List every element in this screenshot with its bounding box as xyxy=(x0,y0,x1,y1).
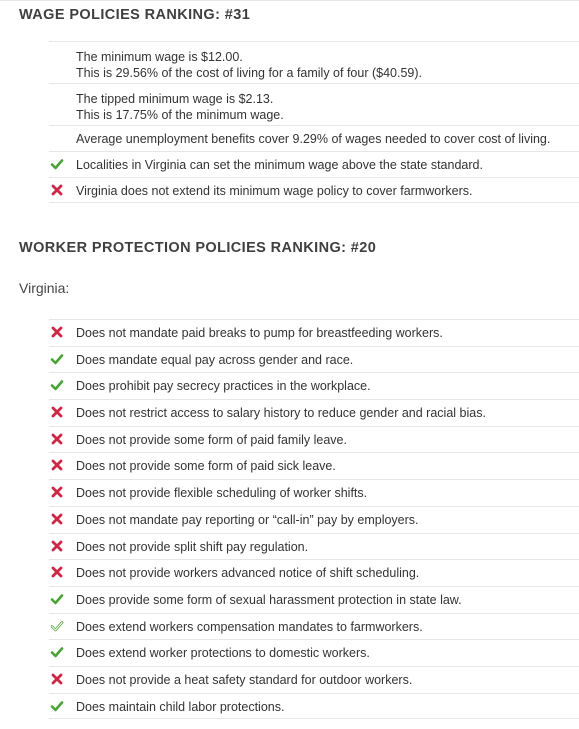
wage-policies-heading: WAGE POLICIES RANKING: #31 xyxy=(19,7,251,23)
item-text: Does not provide flexible scheduling of worker shifts. xyxy=(76,486,368,501)
check-icon xyxy=(50,592,64,606)
item-text: Localities in Virginia can set the minimum wage above the state standard. xyxy=(76,158,483,172)
list-item xyxy=(49,506,579,533)
item-text: This is 29.56% of the cost of living for a family of four ($40.59). xyxy=(76,66,422,80)
item-text: Does prohibit pay secrecy practices in the workplace. xyxy=(76,379,371,394)
list-item xyxy=(49,666,579,693)
list-item xyxy=(49,479,579,506)
list-item xyxy=(49,372,579,399)
cross-icon xyxy=(50,325,64,339)
item-text: Does provide some form of sexual harassment protection in state law. xyxy=(76,592,462,607)
item-text: Does not provide some form of paid family leave. xyxy=(76,432,347,447)
cross-icon xyxy=(50,458,64,472)
list-item xyxy=(49,426,579,453)
check-icon xyxy=(50,645,64,659)
check-icon xyxy=(50,157,64,171)
list-item xyxy=(49,533,579,560)
list-item xyxy=(49,586,579,613)
check-outline-icon xyxy=(50,619,64,633)
list-item xyxy=(49,83,579,125)
item-text: Does maintain child labor protections. xyxy=(76,699,285,714)
check-icon xyxy=(50,352,64,366)
item-text: Does not provide split shift pay regulation. xyxy=(76,539,309,554)
list-item xyxy=(49,639,579,666)
list-item xyxy=(49,151,579,177)
worker-protection-list xyxy=(49,319,579,719)
item-text: Virginia does not extend its minimum wage policy to cover farmworkers. xyxy=(76,184,473,198)
state-label: Virginia: xyxy=(19,280,70,296)
item-text: This is 17.75% of the minimum wage. xyxy=(76,108,284,122)
list-item xyxy=(49,346,579,373)
item-text: Does not provide a heat safety standard for outdoor workers. xyxy=(76,672,413,687)
item-text: The minimum wage is $12.00. xyxy=(76,50,243,64)
wage-policies-list xyxy=(49,41,579,203)
cross-icon xyxy=(50,512,64,526)
item-text: Does extend workers compensation mandates to farmworkers. xyxy=(76,619,423,634)
item-text: Does not restrict access to salary history to reduce gender and racial bias. xyxy=(76,406,486,421)
list-item xyxy=(49,693,579,720)
cross-icon xyxy=(50,485,64,499)
list-item xyxy=(49,319,579,346)
check-icon xyxy=(50,378,64,392)
top-divider xyxy=(0,0,579,1)
list-item xyxy=(49,399,579,426)
item-text: Does not mandate pay reporting or “call-in” pay by employers. xyxy=(76,512,419,527)
list-item xyxy=(49,125,579,151)
cross-icon xyxy=(50,672,64,686)
cross-icon xyxy=(50,539,64,553)
cross-icon xyxy=(50,432,64,446)
item-text: Average unemployment benefits cover 9.29% of wages needed to cover cost of living. xyxy=(76,132,551,146)
cross-icon xyxy=(50,183,64,197)
item-text: The tipped minimum wage is $2.13. xyxy=(76,92,274,106)
cross-icon xyxy=(50,565,64,579)
check-icon xyxy=(50,699,64,713)
worker-protection-heading: WORKER PROTECTION POLICIES RANKING: #20 xyxy=(19,240,377,256)
item-text: Does not provide some form of paid sick leave. xyxy=(76,459,336,474)
item-text: Does extend worker protections to domestic workers. xyxy=(76,646,370,661)
list-item xyxy=(49,41,579,83)
cross-icon xyxy=(50,405,64,419)
item-text: Does not provide workers advanced notice of shift scheduling. xyxy=(76,566,420,581)
list-item xyxy=(49,452,579,479)
list-item xyxy=(49,559,579,586)
item-text: Does not mandate paid breaks to pump for breastfeeding workers. xyxy=(76,326,443,340)
list-item xyxy=(49,177,579,203)
item-text: Does mandate equal pay across gender and race. xyxy=(76,352,354,367)
list-item xyxy=(49,613,579,640)
